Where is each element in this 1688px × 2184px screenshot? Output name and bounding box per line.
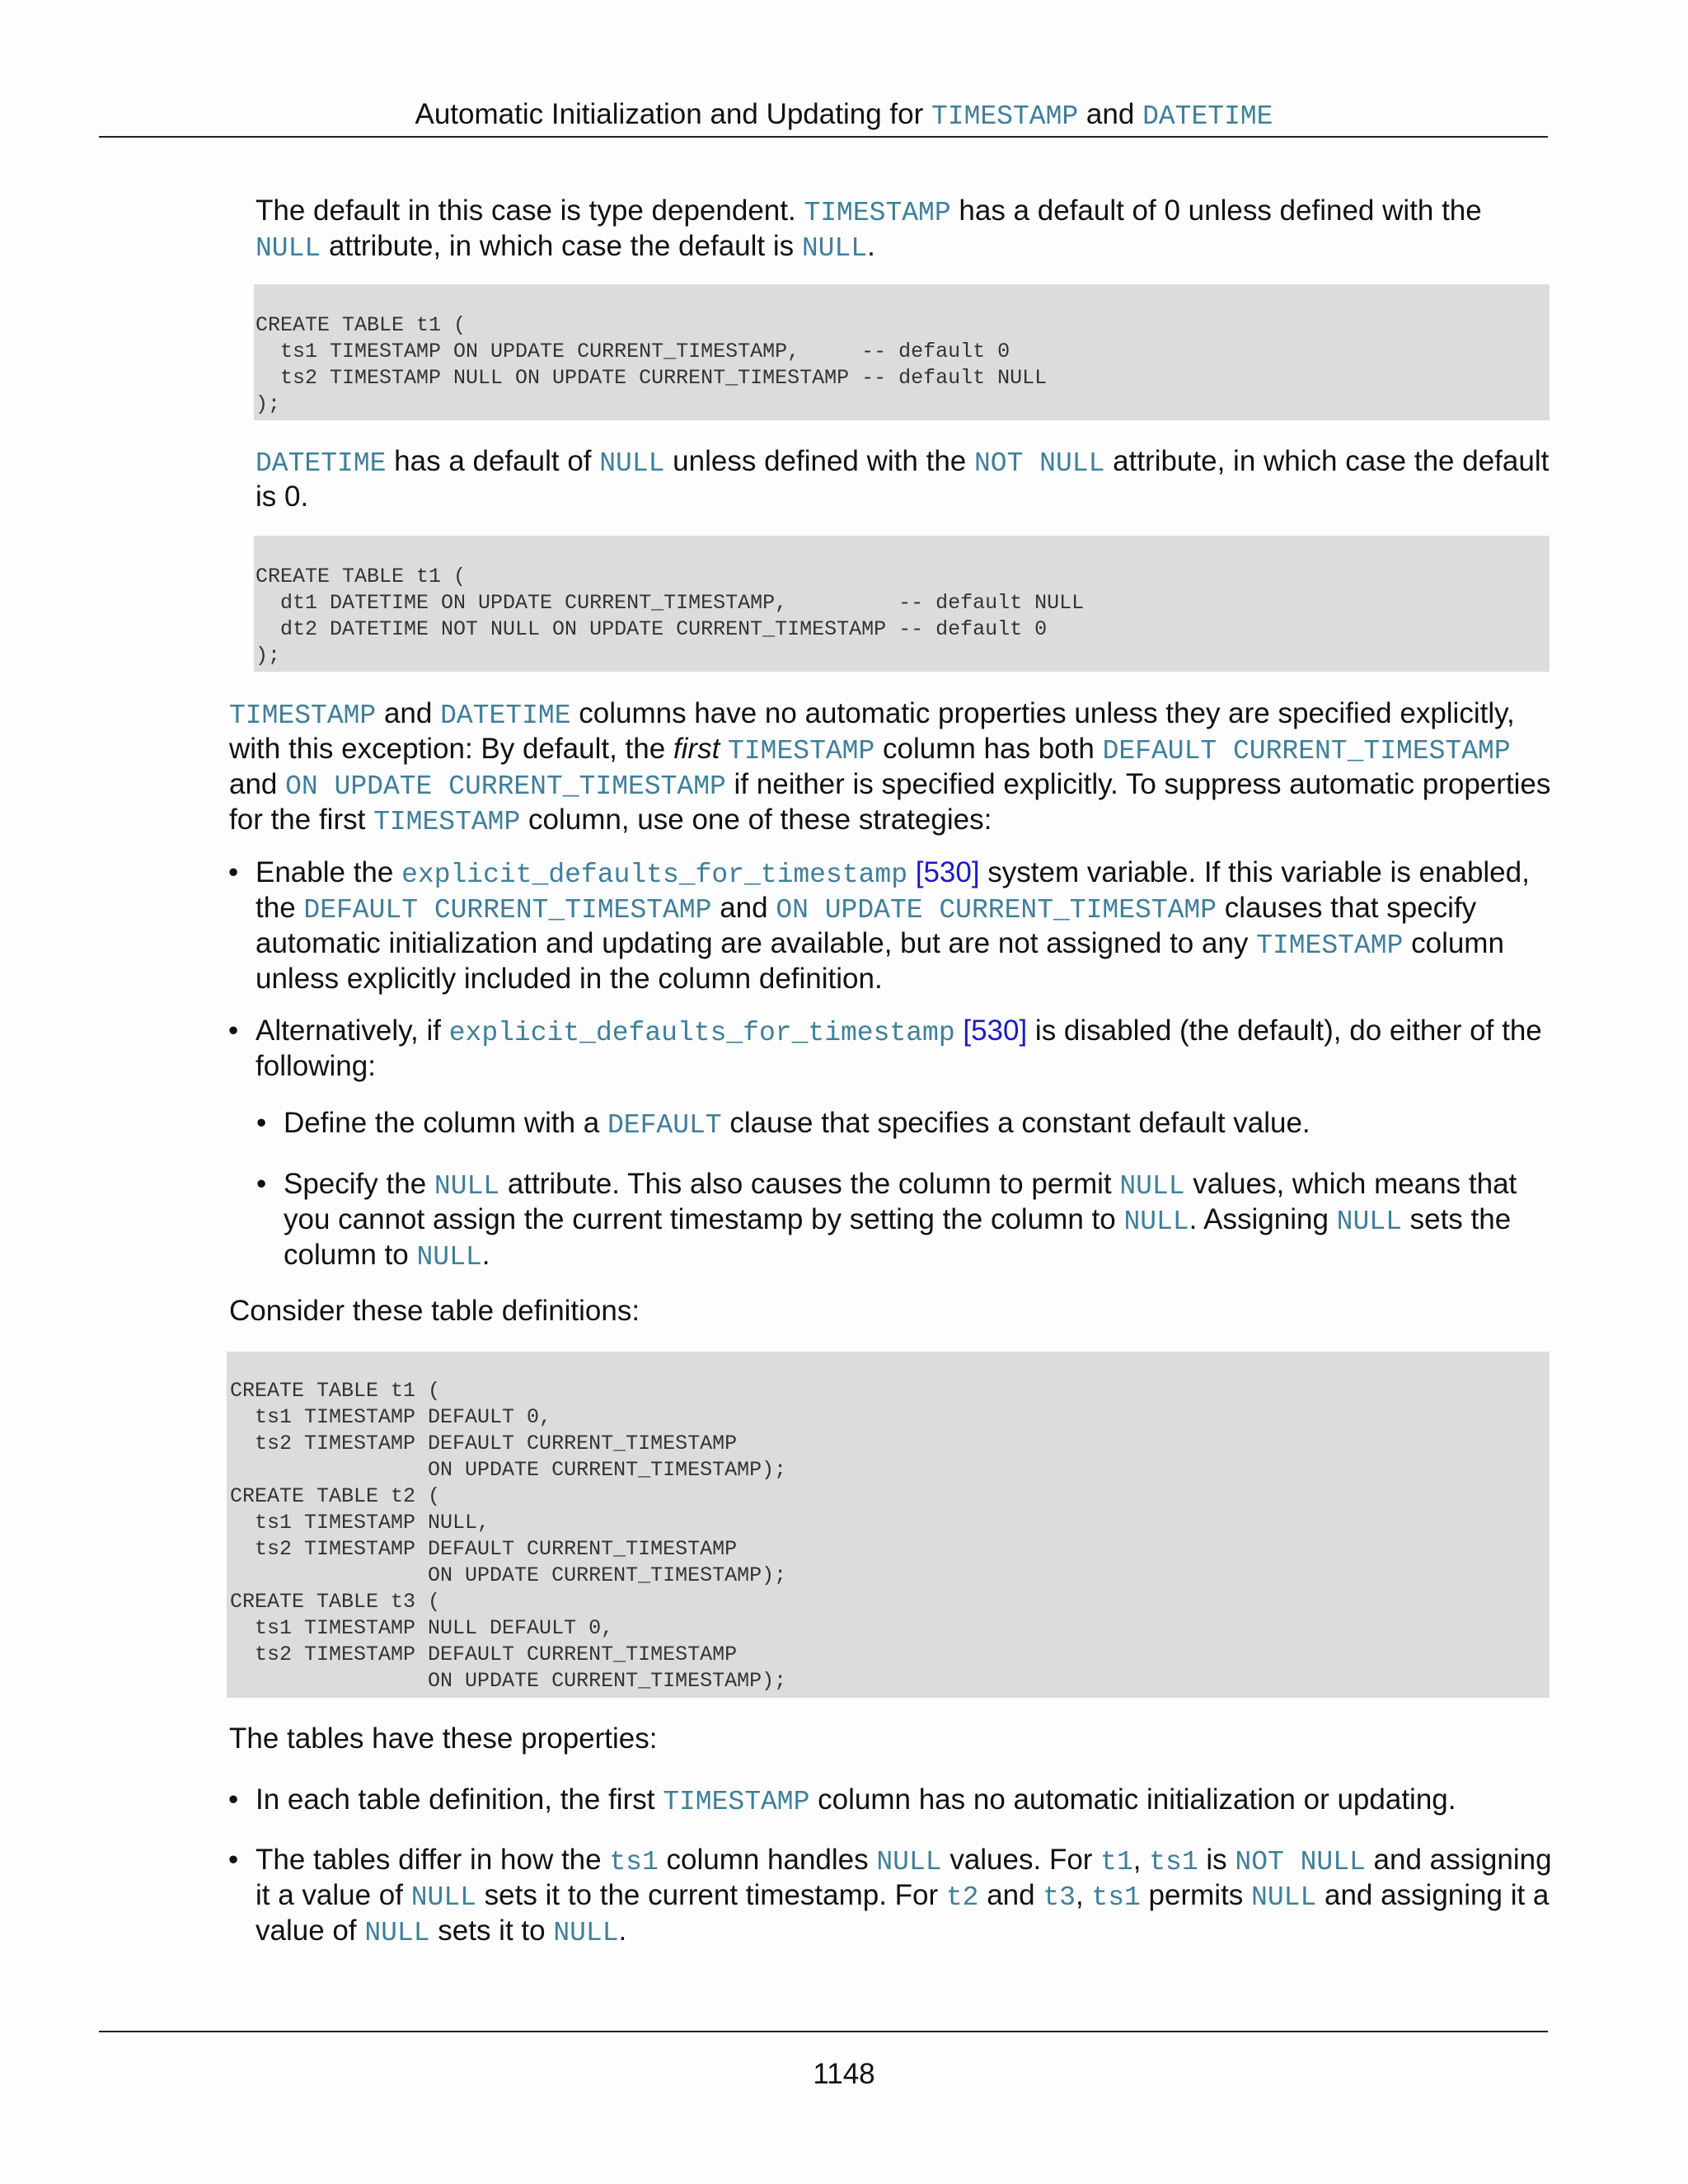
list-item-alternatively: • Alternatively, if explicit_defaults_for_timestamp [530] is disabled (the default), do either of the following: [228,1015,1542,1082]
paragraph-datetime-default: DATETIME has a default of NULL unless defined with the NOT NULL attribute, in which case the default is 0. [256,445,1550,513]
list-item-enable-variable: • Enable the explicit_defaults_for_timestamp [530] system variable. If this variable is enabled, the DEFAULT CURRENT_TIMESTAMP and ON UPDATE CURRENT_TIMESTAMP clauses that specify automatic initialization and updating are available, but are not assigned to any TIMESTAMP column unless explicitly included in the column definition. [228,856,1530,995]
paragraph-table-properties: The tables have these properties: [229,1722,658,1755]
header-code-timestamp: TIMESTAMP [931,101,1079,132]
footer-rule [99,2031,1548,2032]
header-title-text: Automatic Initialization and Updating for [415,98,931,130]
bullet-dot: • [228,1015,239,1047]
page-number: 1148 [813,2058,875,2090]
paragraph-consider-definitions: Consider these table definitions: [229,1295,640,1327]
header-rule [99,136,1548,138]
bullet-dot: • [228,1844,239,1876]
bullet-dot: • [228,1783,239,1816]
paragraph-timestamp-default: The default in this case is type dependent. TIMESTAMP has a default of 0 unless defined with the NULL attribute, in which case the default is NULL. [256,194,1482,264]
list-item-define-default: • Define the column with a DEFAULT clause that specifies a constant default value. [256,1107,1311,1141]
bullet-dot: • [256,1107,267,1139]
bullet-dot: • [256,1168,267,1200]
code-block-timestamp-example: CREATE TABLE t1 ( ts1 TIMESTAMP ON UPDATE CURRENT_TIMESTAMP, -- default 0 ts2 TIMESTAMP NULL ON UPDATE CURRENT_TIMESTAMP -- default NULL ); [254,284,1550,420]
list-item-tables-differ: • The tables differ in how the ts1 column handles NULL values. For t1, ts1 is NOT NULL and assigning it a value of NULL sets it to the current timestamp. For t2 and t3, ts1 permits NULL and assigning it a value of NULL sets it to NULL. [228,1844,1552,1948]
list-item-first-timestamp: • In each table definition, the first TIMESTAMP column has no automatic initialization or updating. [228,1783,1456,1817]
page-header [0,97,1688,134]
link-page-530[interactable]: [530] [907,856,980,888]
bullet-dot: • [228,856,239,888]
link-explicit-defaults-variable[interactable]: explicit_defaults_for_timestamp [401,860,907,890]
code-block-datetime-example: CREATE TABLE t1 ( dt1 DATETIME ON UPDATE CURRENT_TIMESTAMP, -- default NULL dt2 DATETIME NOT NULL ON UPDATE CURRENT_TIMESTAMP -- default 0 ); [254,536,1550,672]
header-code-datetime: DATETIME [1142,101,1273,132]
code-block-table-definitions: CREATE TABLE t1 ( ts1 TIMESTAMP DEFAULT 0, ts2 TIMESTAMP DEFAULT CURRENT_TIMESTAMP ON UPDATE CURRENT_TIMESTAMP); CREATE TABLE t2 ( ts1 TIMESTAMP NULL, ts2 TIMESTAMP DEFAULT CURRENT_TIMESTAMP ON UPDATE CURRENT_TIMESTAMP); CREATE TABLE t3 ( ts1 TIMESTAMP NULL DEFAULT 0, ts2 TIMESTAMP DEFAULT CURRENT_TIMESTAMP ON UPDATE CURRENT_TIMESTAMP); [227,1352,1550,1698]
list-item-specify-null: • Specify the NULL attribute. This also causes the column to permit NULL values, which means that you cannot assign the current timestamp by setting the column to NULL. Assigning NULL sets the column to NULL. [256,1168,1517,1272]
link-explicit-defaults-variable[interactable]: explicit_defaults_for_timestamp [448,1018,955,1048]
paragraph-automatic-properties: TIMESTAMP and DATETIME columns have no automatic properties unless they are specified explicitly, with this exception: By default, the first TIMESTAMP column has both DEFAULT CURRENT_TIMESTAMP and ON UPDATE CURRENT_TIMESTAMP if neither is specified explicitly. To suppress automatic properties for the first TIMESTAMP column, use one of these strategies: [229,697,1551,837]
header-and-text: and [1078,98,1143,130]
link-page-530[interactable]: [530] [954,1015,1028,1047]
